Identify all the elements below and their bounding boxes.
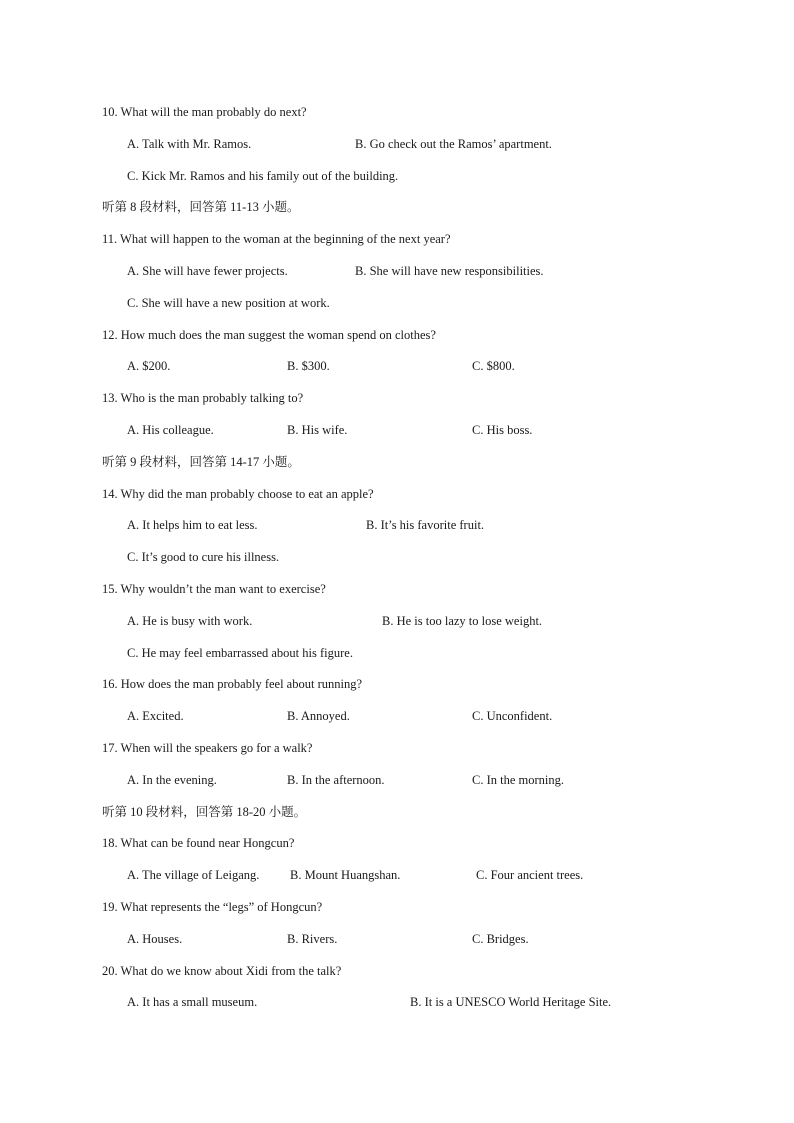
option-15a: A. He is busy with work. bbox=[127, 614, 253, 628]
option-14b: B. It’s his favorite fruit. bbox=[366, 518, 485, 532]
option-12b: B. $300. bbox=[287, 359, 330, 373]
option-16b: B. Annoyed. bbox=[287, 709, 350, 723]
question-13: 13. Who is the man probably talking to? bbox=[102, 391, 304, 405]
question-11: 11. What will happen to the woman at the beginning of the next year? bbox=[102, 232, 451, 246]
option-18b: B. Mount Huangshan. bbox=[290, 868, 401, 882]
option-15b: B. He is too lazy to lose weight. bbox=[382, 614, 543, 628]
option-17b: B. In the afternoon. bbox=[287, 773, 385, 787]
option-17c: C. In the morning. bbox=[472, 773, 565, 787]
option-19a: A. Houses. bbox=[127, 932, 183, 946]
question-12: 12. How much does the man suggest the woman spend on clothes? bbox=[102, 328, 436, 342]
option-12a: A. $200. bbox=[127, 359, 171, 373]
section-header-10: 听第 10 段材料，回答第 18-20 小题。 bbox=[102, 805, 307, 819]
question-15: 15. Why wouldn’t the man want to exercise? bbox=[102, 582, 326, 596]
option-10c: C. Kick Mr. Ramos and his family out of the building. bbox=[127, 169, 399, 183]
section-header-9: 听第 9 段材料，回答第 14-17 小题。 bbox=[102, 455, 300, 469]
option-13b: B. His wife. bbox=[287, 423, 348, 437]
option-13a: A. His colleague. bbox=[127, 423, 214, 437]
option-19c: C. Bridges. bbox=[472, 932, 529, 946]
option-11b: B. She will have new responsibilities. bbox=[355, 264, 544, 278]
option-14c: C. It’s good to cure his illness. bbox=[127, 550, 280, 564]
option-10a: A. Talk with Mr. Ramos. bbox=[127, 137, 252, 151]
option-11a: A. She will have fewer projects. bbox=[127, 264, 288, 278]
option-18a: A. The village of Leigang. bbox=[127, 868, 260, 882]
option-14a: A. It helps him to eat less. bbox=[127, 518, 258, 532]
option-16a: A. Excited. bbox=[127, 709, 184, 723]
option-17a: A. In the evening. bbox=[127, 773, 217, 787]
question-17: 17. When will the speakers go for a walk? bbox=[102, 741, 313, 755]
option-13c: C. His boss. bbox=[472, 423, 533, 437]
option-16c: C. Unconfident. bbox=[472, 709, 553, 723]
section-header-8: 听第 8 段材料，回答第 11-13 小题。 bbox=[102, 200, 300, 214]
question-10: 10. What will the man probably do next? bbox=[102, 105, 307, 119]
question-16: 16. How does the man probably feel about running? bbox=[102, 677, 363, 691]
question-18: 18. What can be found near Hongcun? bbox=[102, 836, 295, 850]
option-18c: C. Four ancient trees. bbox=[476, 868, 584, 882]
option-20b: B. It is a UNESCO World Heritage Site. bbox=[410, 995, 612, 1009]
option-19b: B. Rivers. bbox=[287, 932, 338, 946]
option-10b: B. Go check out the Ramos’ apartment. bbox=[355, 137, 552, 151]
question-20: 20. What do we know about Xidi from the talk? bbox=[102, 964, 342, 978]
question-14: 14. Why did the man probably choose to eat an apple? bbox=[102, 487, 374, 501]
option-12c: C. $800. bbox=[472, 359, 515, 373]
option-15c: C. He may feel embarrassed about his figure. bbox=[127, 646, 353, 660]
option-11c: C. She will have a new position at work. bbox=[127, 296, 330, 310]
option-20a: A. It has a small museum. bbox=[127, 995, 258, 1009]
question-19: 19. What represents the “legs” of Hongcun? bbox=[102, 900, 323, 914]
